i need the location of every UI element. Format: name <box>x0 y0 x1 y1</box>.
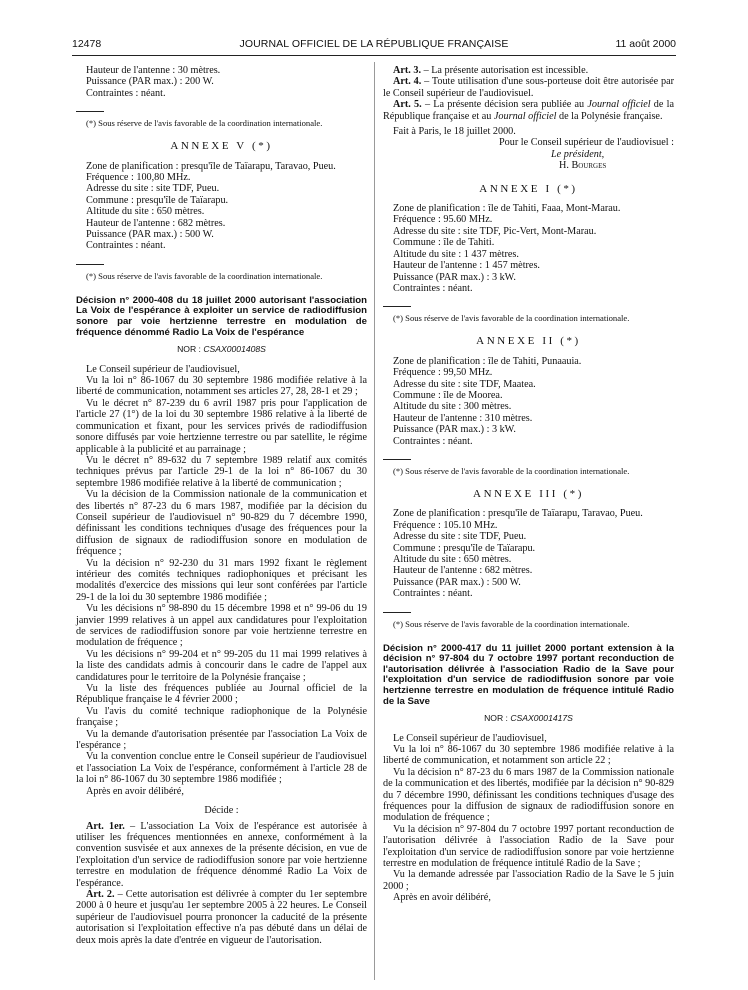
paragraph: Vu le décret n° 87-239 du 6 avril 1987 pris pour l'application de l'article 27 (1°) de la loi du 30 septembre 1986 relative à la liberté de communication et fixant, pour les services privés de radiodiffusion sonore diffusés par voie hertzienne terrestre ou par satellite, le régime applicable à la publicité et au parrainage ; <box>76 397 367 455</box>
footnote: (*) Sous réserve de l'avis favorable de la coordination internationale. <box>393 313 630 324</box>
annex-line: Commune : presqu'île de Taïarapu. <box>393 542 536 554</box>
nor-reference: NOR : CSAX0001408S <box>177 344 266 355</box>
signatory-title: Le président, <box>551 148 605 160</box>
signature-line: Pour le Conseil supérieur de l'audiovisuel : <box>499 137 674 149</box>
article-2: Art. 2. – Cette autorisation est délivrée à compter du 1er septembre 2000 à 0 heure et jusqu'au 1er septembre 2005 à 22 heures. Le Conseil supérieur de l'audiovisuel pourra prononcer la caducité de la présente autorisation si l'exploitation effective n'a pas débuté dans un délai de deux mois après la date d'entrée en vigueur de l'autorisation. <box>76 888 367 946</box>
paragraph: Vu les décisions n° 98-890 du 15 décembre 1998 et n° 99-06 du 19 janvier 1999 relatives à un appel aux candidatures pour l'exploitation de services de radiodiffusion sonore par voie hertzienne terrestre en modulation de fréquence ; <box>76 603 367 649</box>
annex-line: Hauteur de l'antenne : 310 mètres. <box>393 412 533 424</box>
header-rule <box>72 55 676 56</box>
annex-line: Adresse du site : site TDF, Pic-Vert, Mont-Marau. <box>393 225 597 237</box>
paragraph: Vu la décision n° 92-230 du 31 mars 1992 fixant le règlement intérieur des comités techniques radiophoniques et précisant les modalités d'exercice des missions qui leur sont conférées par l'article 29-1 de la loi du 30 septembre 1986 modifiée ; <box>76 557 367 603</box>
paragraph: Après en avoir délibéré, <box>393 892 491 904</box>
right-column <box>383 65 674 904</box>
column-divider <box>374 62 375 980</box>
annex-iii-title: ANNEXE III (*) <box>473 487 584 500</box>
journal-title: JOURNAL OFFICIEL DE LA RÉPUBLIQUE FRANÇAISE <box>239 38 509 50</box>
annex-line: Puissance (PAR max.) : 3 kW. <box>393 271 516 283</box>
annex-line: Commune : île de Moorea. <box>393 389 503 401</box>
paragraph: Vu la demande d'autorisation présentée par l'association La Voix de l'espérance ; <box>76 728 367 752</box>
footnote-rule <box>383 612 411 613</box>
decision-title: Décision n° 2000-417 du 11 juillet 2000 portant extension à la décision n° 97-804 du 7 octobre 1997 portant reconduction de l'autorisation délivrée à l'association Radio de la Save pour l'exploitation d'un service de radiodiffusion sonore par voie hertzienne terrestre en modulation de fréquence intitulé Radio de la Save <box>383 642 674 707</box>
annex-line: Zone de planification : presqu'île de Taïarapu, Taravao, Pueu. <box>86 160 336 172</box>
annex-v-title: ANNEXE V (*) <box>170 140 273 153</box>
paragraph: Vu la décision n° 87-23 du 6 mars 1987 de la Commission nationale de la communication et des libertés, modifiée par la décision n° 90-829 du 7 décembre 1990, définissant les conditions techniques d'usage des fréquences pour la diffusion de signaux de radiodiffusion sonore en modulation de fréquence ; <box>383 766 674 824</box>
paragraph: Vu la loi n° 86-1067 du 30 septembre 1986 modifiée relative à la liberté de communication, et notamment son article 22 ; <box>383 744 674 767</box>
annex-line: Adresse du site : site TDF, Maatea. <box>393 378 536 390</box>
paragraph: Vu la demande adressée par l'association Radio de la Save le 5 juin 2000 ; <box>383 869 674 892</box>
annex-line: Contraintes : néant. <box>393 588 473 600</box>
footnote: (*) Sous réserve de l'avis favorable de la coordination internationale. <box>86 270 323 281</box>
publication-date: 11 août 2000 <box>615 38 676 50</box>
annex-line: Hauteur de l'antenne : 682 mètres. <box>393 565 533 577</box>
paragraph: Vu le décret n° 89-632 du 7 septembre 1989 relatif aux comités techniques prévus par l'article 29-1 de la loi n° 86-1067 du 30 septembre 1986 modifiée relative à la liberté de communication ; <box>76 454 367 489</box>
annex-line: Fréquence : 95.60 MHz. <box>393 214 493 226</box>
annex-line: Zone de planification : île de Tahiti, Punaauia. <box>393 355 582 367</box>
footnote: (*) Sous réserve de l'avis favorable de la coordination internationale. <box>393 618 630 629</box>
decide-heading: Décide : <box>204 805 239 817</box>
signatory-name: H. Bourges <box>559 160 607 172</box>
annex-line: Contraintes : néant. <box>393 282 473 294</box>
paragraph: Vu la convention conclue entre le Conseil supérieur de l'audiovisuel et l'association La Voix de l'espérance, conformément à l'article 28 de la loi n° 86-1067 du 30 septembre 1986 modifiée ; <box>76 751 367 786</box>
article-1: Art. 1er. – L'association La Voix de l'espérance est autorisée à utiliser les fréquences mentionnées en annexe, conformément à la convention susvisée et aux annexes de la présente décision, en vue de l'exploitation d'un service de radiodiffusion sonore par voie hertzienne terrestre en modulation de fréquence dénommé Radio La Voix de l'espérance. <box>76 820 367 889</box>
paragraph: Le Conseil supérieur de l'audiovisuel, <box>86 363 240 375</box>
annex-line: Fréquence : 99,50 MHz. <box>393 367 493 379</box>
decision-title: Décision n° 2000-408 du 18 juillet 2000 autorisant l'association La Voix de l'espérance à exploiter un service de radiodiffusion sonore par voie hertzienne terrestre en modulation de fréquence dénommé Radio La Voix de l'espérance <box>76 294 367 338</box>
paragraph: Vu la loi n° 86-1067 du 30 septembre 1986 modifiée relative à la liberté de communication, notamment ses articles 27, 28, 28-1 et 29 ; <box>76 375 367 398</box>
article-4: Art. 4. – Toute utilisation d'une sous-porteuse doit être autorisée par le Conseil supérieur de l'audiovisuel. <box>383 76 674 99</box>
article-5: Art. 5. – La présente décision sera publiée au Journal officiel de la République française et au Journal officiel de la Polynésie française. <box>383 99 675 122</box>
paragraph: Vu la décision de la Commission nationale de la communication et des libertés n° 87-23 du 6 mars 1987, modifiée par la décision du Conseil supérieur de l'audiovisuel n° 90-829 du 7 décembre 1990, définissant les conditions techniques d'usage des fréquences pour la diffusion de signaux de radiodiffusion sonore en modulation de fréquence ; <box>76 489 367 558</box>
annex-line: Fréquence : 105.10 MHz. <box>393 519 498 531</box>
annex-line: Fréquence : 100,80 MHz. <box>86 172 191 184</box>
footnote-rule <box>76 264 104 265</box>
paragraph: Le Conseil supérieur de l'audiovisuel, <box>393 732 547 744</box>
annex-line: Puissance (PAR max.) : 500 W. <box>393 576 521 588</box>
annex-ii-title: ANNEXE II (*) <box>476 335 581 348</box>
annex-line: Hauteur de l'antenne : 1 457 mètres. <box>393 260 540 272</box>
annex-line: Zone de planification : presqu'île de Taïarapu, Taravao, Pueu. <box>393 508 643 520</box>
signature-place-date: Fait à Paris, le 18 juillet 2000. <box>393 126 516 138</box>
footnote-rule <box>383 306 411 307</box>
nor-reference: NOR : CSAX0001417S <box>484 713 573 724</box>
footnote-rule <box>76 111 104 112</box>
footnote-rule <box>383 459 411 460</box>
annex-line: Altitude du site : 650 mètres. <box>393 554 512 565</box>
spec-line: Hauteur de l'antenne : 30 mètres. <box>86 65 221 76</box>
annex-line: Puissance (PAR max.) : 3 kW. <box>393 424 516 436</box>
annex-line: Commune : île de Tahiti. <box>393 237 495 249</box>
annex-line: Hauteur de l'antenne : 682 mètres. <box>86 217 226 229</box>
left-column <box>76 65 367 946</box>
annex-line: Contraintes : néant. <box>393 435 473 447</box>
article-3: Art. 3. – La présente autorisation est incessible. <box>393 65 589 76</box>
paragraph: Après en avoir délibéré, <box>86 785 184 797</box>
annex-line: Contraintes : néant. <box>86 240 166 252</box>
annex-line: Commune : presqu'île de Taïarapu. <box>86 194 229 206</box>
footnote: (*) Sous réserve de l'avis favorable de la coordination internationale. <box>86 118 323 129</box>
paragraph: Vu les décisions n° 99-204 et n° 99-205 du 11 mai 1999 relatives à la liste des candidats admis à concourir dans le cadre de l'appel aux candidatures pour le territoire de la Polynésie française ; <box>76 648 367 683</box>
annex-line: Zone de planification : île de Tahiti, Faaa, Mont-Marau. <box>393 203 621 215</box>
page-number: 12478 <box>72 38 102 50</box>
spec-line: Puissance (PAR max.) : 200 W. <box>86 76 214 88</box>
annex-i-title: ANNEXE I (*) <box>479 182 578 195</box>
annex-line: Altitude du site : 650 mètres. <box>86 206 205 218</box>
spec-line: Contraintes : néant. <box>86 87 166 99</box>
footnote: (*) Sous réserve de l'avis favorable de la coordination internationale. <box>393 465 630 476</box>
annex-line: Adresse du site : site TDF, Pueu. <box>393 531 527 543</box>
paragraph: Vu la liste des fréquences publiée au Journal officiel de la République française le 4 février 2000 ; <box>76 683 367 706</box>
annex-line: Altitude du site : 1 437 mètres. <box>393 248 519 260</box>
annex-line: Altitude du site : 300 mètres. <box>393 401 512 413</box>
paragraph: Vu l'avis du comité technique radiophonique de la Polynésie française ; <box>76 705 367 729</box>
annex-line: Adresse du site : site TDF, Pueu. <box>86 183 220 195</box>
paragraph: Vu la décision n° 97-804 du 7 octobre 1997 portant reconduction de l'autorisation délivrée à l'association Radio de la Save pour l'exploitation d'un service de radiodiffusion sonore par voie hertzienne terrestre en modulation de fréquence intitulé Radio de la Save ; <box>383 823 674 870</box>
page-header <box>72 38 676 54</box>
annex-line: Puissance (PAR max.) : 500 W. <box>86 229 214 241</box>
